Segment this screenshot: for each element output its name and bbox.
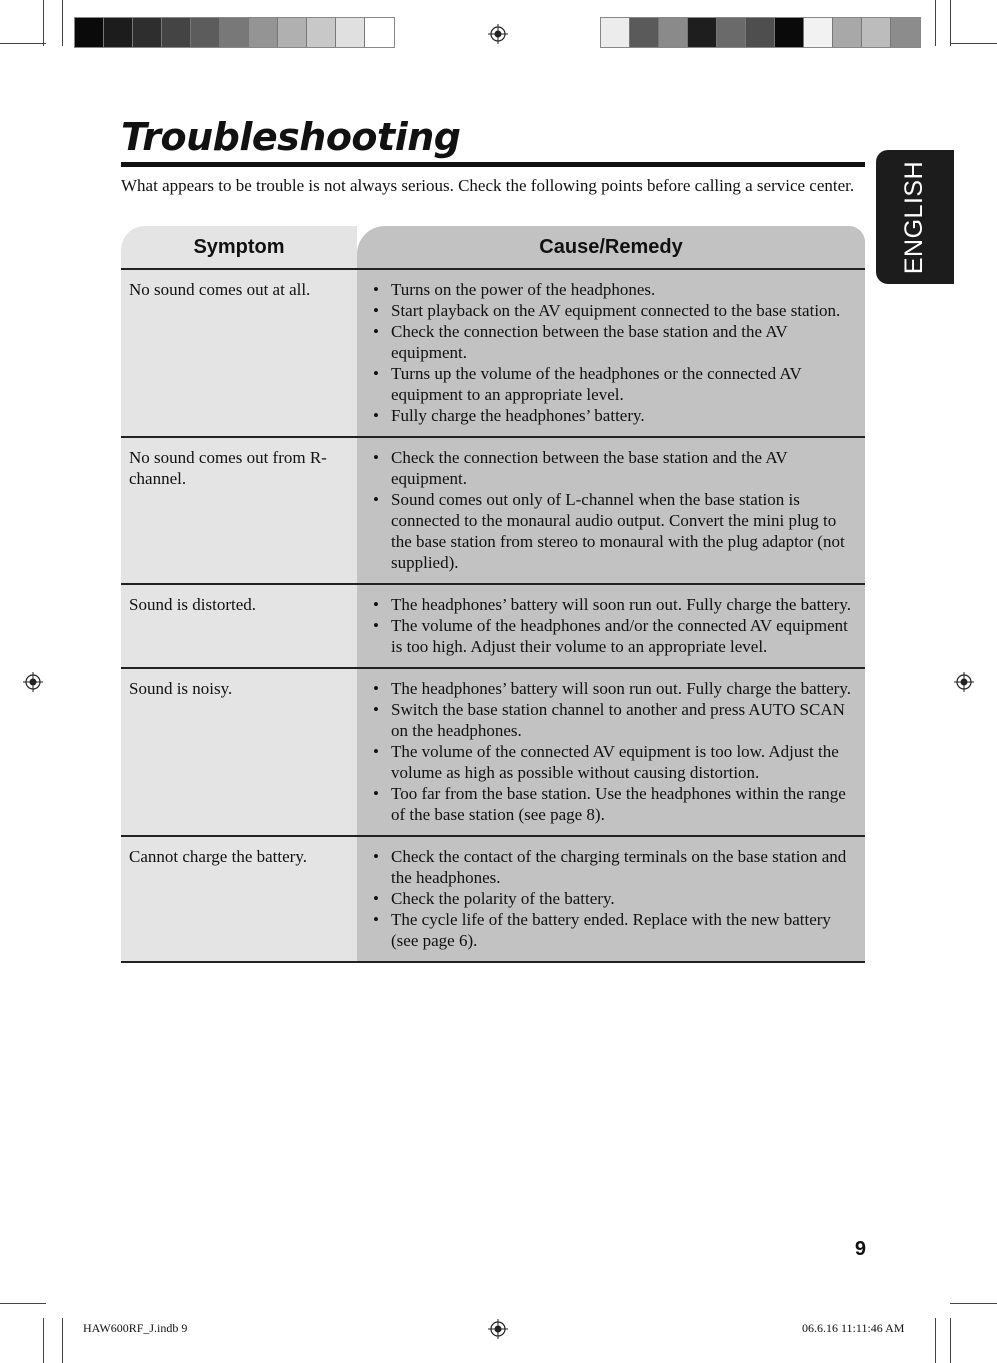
registration-mark-icon <box>488 1319 508 1339</box>
color-swatch <box>365 18 394 47</box>
table-row <box>121 667 865 835</box>
registration-mark-icon <box>23 672 43 692</box>
cause-cell <box>357 438 865 583</box>
remedy-item: • Turns on the power of the headphones. <box>373 279 857 300</box>
symptom-cell: No sound comes out from R-channel. <box>121 438 357 583</box>
symptom-cell: No sound comes out at all. <box>121 270 357 436</box>
color-bar-right <box>600 17 921 48</box>
remedy-item: • Turns up the volume of the headphones or the connected AV equipment to an appropriate level. <box>373 363 857 405</box>
remedy-item: • Check the connection between the base station and the AV equipment. <box>373 447 857 489</box>
cause-column-header: Cause/Remedy <box>357 226 865 268</box>
symptom-cell: Sound is distorted. <box>121 585 357 667</box>
color-swatch <box>249 18 278 47</box>
registration-mark-icon <box>488 24 508 44</box>
color-swatch <box>659 18 688 47</box>
symptom-column-header: Symptom <box>121 226 357 268</box>
table-body <box>121 268 865 963</box>
language-tab <box>876 150 954 284</box>
table-header <box>121 226 865 268</box>
color-swatch <box>862 18 891 47</box>
symptom-cell: Sound is noisy. <box>121 669 357 835</box>
registration-mark-icon <box>954 672 974 692</box>
color-swatch <box>133 18 162 47</box>
table-row <box>121 436 865 583</box>
page-title: Troubleshooting <box>121 115 461 159</box>
remedy-item: • Check the connection between the base station and the AV equipment. <box>373 321 857 363</box>
color-swatch <box>775 18 804 47</box>
color-swatch <box>104 18 133 47</box>
cause-cell <box>357 585 865 667</box>
color-swatch <box>688 18 717 47</box>
remedy-item: • The volume of the connected AV equipment is too low. Adjust the volume as high as possible without causing distortion. <box>373 741 857 783</box>
remedy-item: • Check the polarity of the battery. <box>373 888 857 909</box>
cause-cell <box>357 837 865 961</box>
color-swatch <box>278 18 307 47</box>
color-swatch <box>891 18 920 47</box>
print-timestamp: 06.6.16 11:11:46 AM <box>802 1321 905 1335</box>
color-swatch <box>336 18 365 47</box>
table-row <box>121 268 865 436</box>
remedy-item: • Switch the base station channel to another and press AUTO SCAN on the headphones. <box>373 699 857 741</box>
language-tab-label: ENGLISH <box>900 160 929 274</box>
remedy-item: • Check the contact of the charging terminals on the base station and the headphones. <box>373 846 857 888</box>
remedy-list <box>365 846 857 951</box>
color-swatch <box>601 18 630 47</box>
page-number: 9 <box>854 1238 866 1260</box>
remedy-item: • Sound comes out only of L-channel when the base station is connected to the monaural audio output. Convert the mini plug to the base station from stereo to monaural with the plug adaptor (not supplied). <box>373 489 857 573</box>
color-bar-left <box>74 17 395 48</box>
color-swatch <box>833 18 862 47</box>
color-swatch <box>717 18 746 47</box>
color-swatch <box>630 18 659 47</box>
color-swatch <box>804 18 833 47</box>
cause-cell <box>357 669 865 835</box>
remedy-list <box>365 279 857 426</box>
remedy-list <box>365 678 857 825</box>
remedy-list <box>365 594 857 657</box>
color-swatch <box>191 18 220 47</box>
color-swatch <box>746 18 775 47</box>
remedy-item: • The volume of the headphones and/or the connected AV equipment is too high. Adjust their volume to an appropriate level. <box>373 615 857 657</box>
troubleshooting-table <box>121 226 865 963</box>
remedy-item: • Start playback on the AV equipment connected to the base station. <box>373 300 857 321</box>
color-swatch <box>75 18 104 47</box>
remedy-item: • The headphones’ battery will soon run out. Fully charge the battery. <box>373 594 857 615</box>
intro-text: What appears to be trouble is not always serious. Check the following points before calling a service center. <box>121 176 855 195</box>
color-swatch <box>162 18 191 47</box>
table-row <box>121 835 865 963</box>
color-swatch <box>220 18 249 47</box>
symptom-cell: Cannot charge the battery. <box>121 837 357 961</box>
table-row <box>121 583 865 667</box>
remedy-item: • Fully charge the headphones’ battery. <box>373 405 857 426</box>
file-slug: HAW600RF_J.indb 9 <box>83 1321 188 1335</box>
remedy-item: • The headphones’ battery will soon run out. Fully charge the battery. <box>373 678 857 699</box>
cause-cell <box>357 270 865 436</box>
remedy-list <box>365 447 857 573</box>
color-swatch <box>307 18 336 47</box>
title-rule <box>121 162 865 167</box>
remedy-item: • Too far from the base station. Use the headphones within the range of the base station (see page 8). <box>373 783 857 825</box>
remedy-item: • The cycle life of the battery ended. Replace with the new battery (see page 6). <box>373 909 857 951</box>
